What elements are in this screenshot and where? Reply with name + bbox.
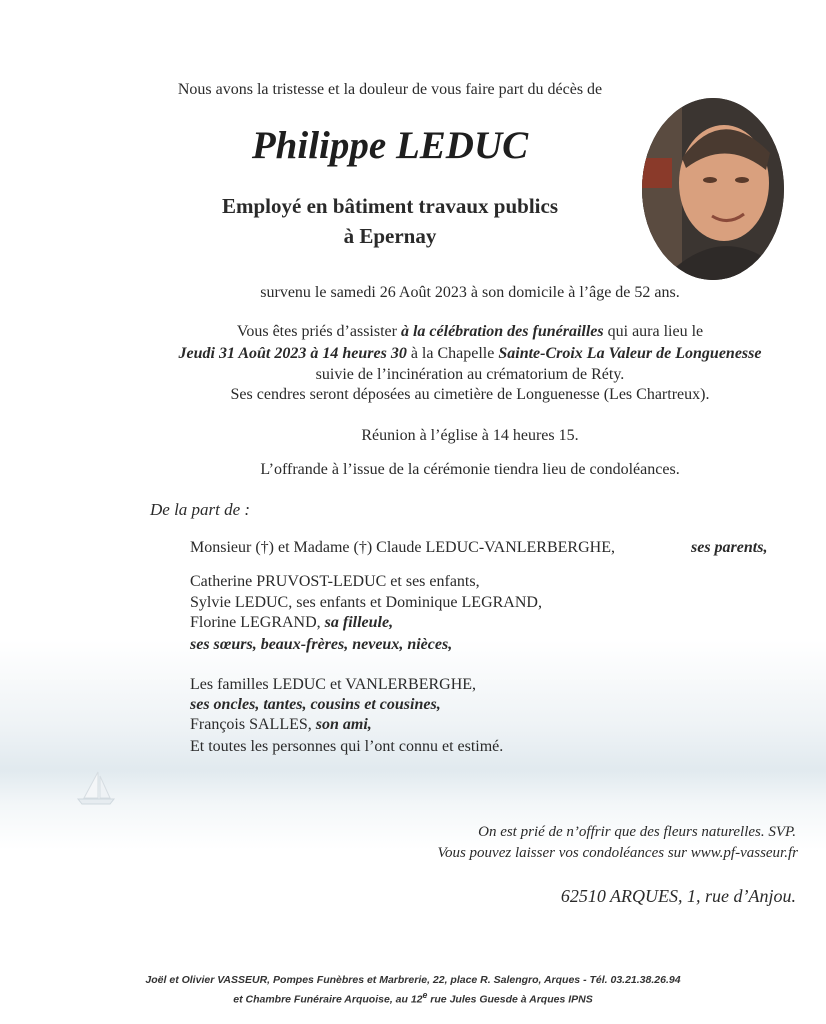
address-line: 62510 ARQUES, 1, rue d’Anjou. [560, 886, 796, 906]
friend-name: François SALLES, [190, 716, 316, 733]
friend-line [190, 716, 372, 734]
family-line-sister2: Sylvie LEDUC, ses enfants et Dominique LEGRAND, [190, 594, 542, 611]
invitation-emphasis: à la célébration des funérailles [400, 323, 604, 340]
siblings-role: ses sœurs, beaux-frères, neveux, nièces, [190, 636, 453, 653]
meeting-line: Réunion à l’église à 14 heures 15. [361, 427, 579, 444]
sailboat-icon [70, 768, 120, 808]
death-date-line: survenu le samedi 26 Août 2023 à son domicile à l’âge de 52 ans. [260, 284, 680, 301]
all-acquaintances-line: Et toutes les personnes qui l’ont connu et estimé. [190, 738, 504, 755]
from-label: De la part de : [150, 500, 251, 519]
ceremony-date: Jeudi 31 Août 2023 à 14 heures 30 [178, 345, 407, 362]
families-role: ses oncles, tantes, cousins et cousines, [190, 696, 441, 713]
condolences-note: Vous pouvez laisser vos condoléances sur www.pf-vasseur.fr [437, 845, 798, 861]
parents-role: ses parents, [691, 539, 768, 556]
footer-line-2 [0, 990, 826, 1006]
footer-line-1: Joël et Olivier VASSEUR, Pompes Funèbres et Marbrerie, 22, place R. Salengro, Arques - Tél. 03.21.38.26.94 [145, 974, 681, 986]
occupation: Employé en bâtiment travaux publics [221, 194, 559, 218]
intro-text: Nous avons la tristesse et la douleur de vous faire part du décès de [177, 81, 603, 98]
goddaughter-name: Florine LEGRAND, [190, 614, 325, 631]
city: à Epernay [343, 224, 437, 248]
offering-line: L’offrande à l’issue de la cérémonie tiendra lieu de condoléances. [260, 461, 680, 478]
goddaughter-role: sa filleule, [324, 614, 394, 631]
family-line-sister1: Catherine PRUVOST-LEDUC et ses enfants, [190, 573, 480, 590]
cremation-line: suivie de l’incinération au crématorium de Réty. [315, 366, 625, 383]
deceased-name: Philippe LEDUC [251, 124, 529, 167]
family-line-goddaughter [190, 614, 393, 632]
ceremony-location-prefix: à la Chapelle [406, 345, 499, 362]
footer-superscript: e [422, 990, 428, 1000]
invitation-text-end: qui aura lieu le [603, 323, 704, 340]
families-line: Les familles LEDUC et VANLERBERGHE, [190, 676, 477, 693]
invitation-line [0, 323, 826, 341]
friend-role: son ami, [315, 716, 372, 733]
footer-line-2-end: rue Jules Guesde à Arques IPNS [427, 993, 593, 1006]
ashes-line: Ses cendres seront déposées au cimetière de Longuenesse (Les Chartreux). [230, 386, 710, 403]
parents-names: Monsieur (†) et Madame (†) Claude LEDUC-VANLERBERGHE, [190, 539, 615, 556]
flowers-note: On est prié de n’offrir que des fleurs naturelles. SVP. [478, 824, 796, 840]
ceremony-date-line [0, 345, 826, 363]
chapel-name: Sainte-Croix La Valeur de Longuenesse [498, 345, 762, 362]
invitation-text: Vous êtes priés d’assister [236, 323, 401, 340]
footer-line-2-start: et Chambre Funéraire Arquoise, au 12 [233, 993, 423, 1006]
portrait-photo [642, 98, 784, 280]
